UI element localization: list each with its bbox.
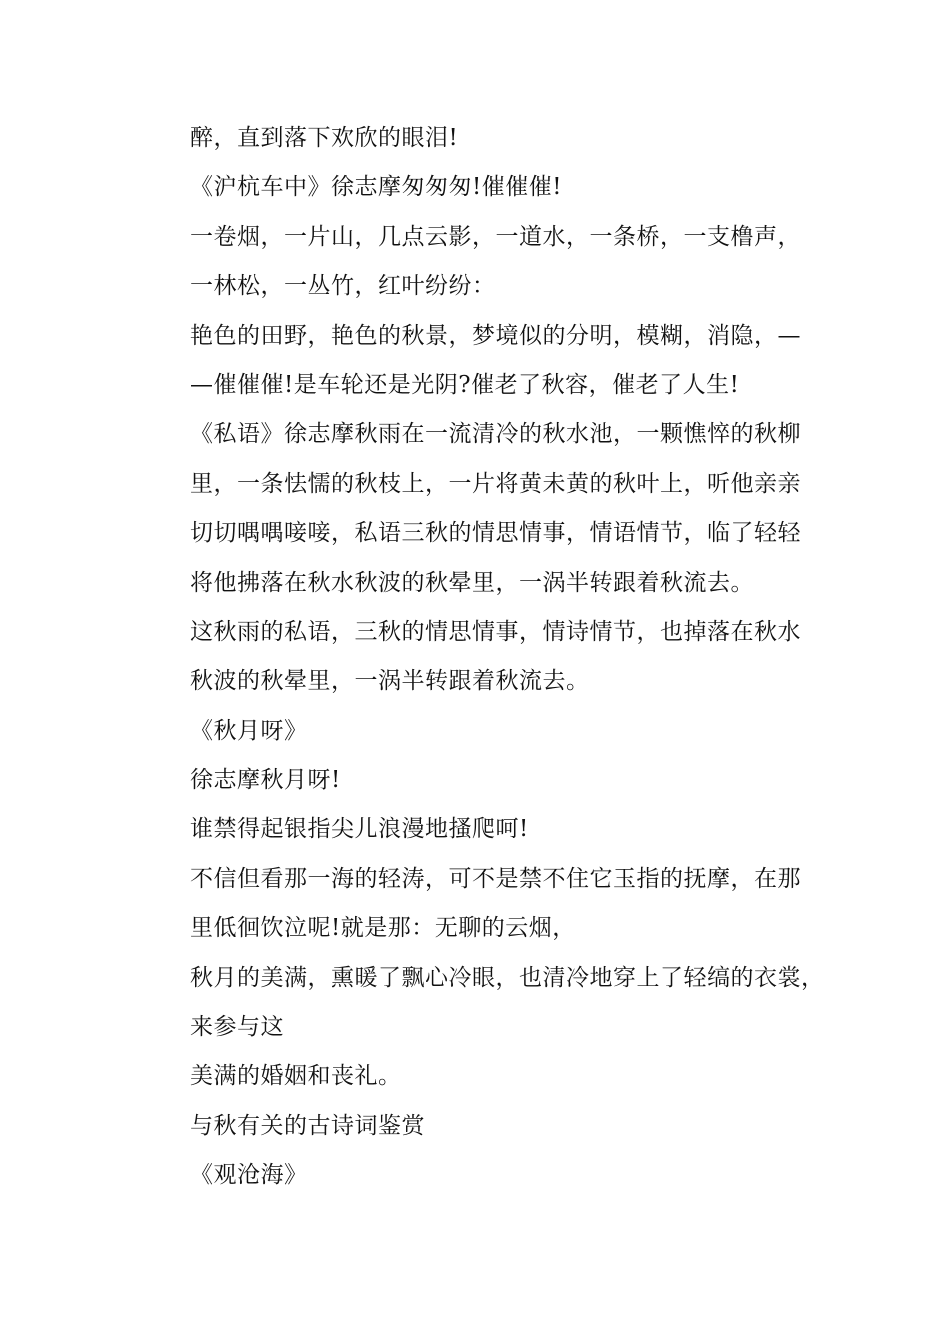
document-page — [190, 114, 830, 1201]
text-line-8: 里，一条怯懦的秋枝上，一片将黄未黄的秋叶上，听他亲亲 — [190, 470, 801, 497]
text-line-18: 秋月的美满，熏暖了飘心冷眼，也清冷地穿上了轻缟的衣裳， — [190, 964, 825, 991]
text-line-5: 艳色的田野，艳色的秋景，梦境似的分明，模糊，消隐，— — [190, 322, 801, 349]
text-line-6: —催催催!是车轮还是光阴?催老了秋容，催老了人生! — [190, 371, 740, 398]
text-line-17: 里低徊饮泣呢!就是那：无聊的云烟， — [190, 915, 576, 942]
text-line-7: 《私语》徐志摩秋雨在一流清冷的秋水池，一颗憔悴的秋柳 — [190, 421, 801, 448]
text-line-19: 来参与这 — [190, 1014, 284, 1041]
text-line-1: 醉，直到落下欢欣的眼泪! — [190, 125, 459, 151]
text-line-13: 《秋月呀》 — [190, 717, 308, 744]
text-line-22: 《观沧海》 — [190, 1162, 308, 1189]
text-line-9: 切切喁喁唼唼，私语三秋的情思情事，情语情节，临了轻轻 — [190, 520, 801, 547]
text-line-10: 将他拂落在秋水秋波的秋晕里，一涡半转跟着秋流去。 — [190, 569, 754, 596]
text-line-15: 谁禁得起银指尖儿浪漫地搔爬呵! — [190, 816, 529, 843]
text-line-4: 一林松，一丛竹，红叶纷纷： — [190, 273, 496, 300]
text-line-3: 一卷烟，一片山，几点云影，一道水，一条桥，一支橹声， — [190, 223, 801, 250]
text-line-21: 与秋有关的古诗词鉴赏 — [190, 1112, 425, 1139]
text-line-11: 这秋雨的私语，三秋的情思情事，情诗情节，也掉落在秋水 — [190, 618, 801, 645]
text-line-16: 不信但看那一海的轻涛，可不是禁不住它玉指的抚摩，在那 — [190, 865, 801, 892]
text-line-20: 美满的婚姻和丧礼。 — [190, 1063, 402, 1090]
text-line-14: 徐志摩秋月呀! — [190, 767, 341, 794]
text-line-2: 《沪杭车中》徐志摩匆匆匆!催催催! — [190, 174, 562, 201]
text-line-12: 秋波的秋晕里，一涡半转跟着秋流去。 — [190, 668, 590, 695]
